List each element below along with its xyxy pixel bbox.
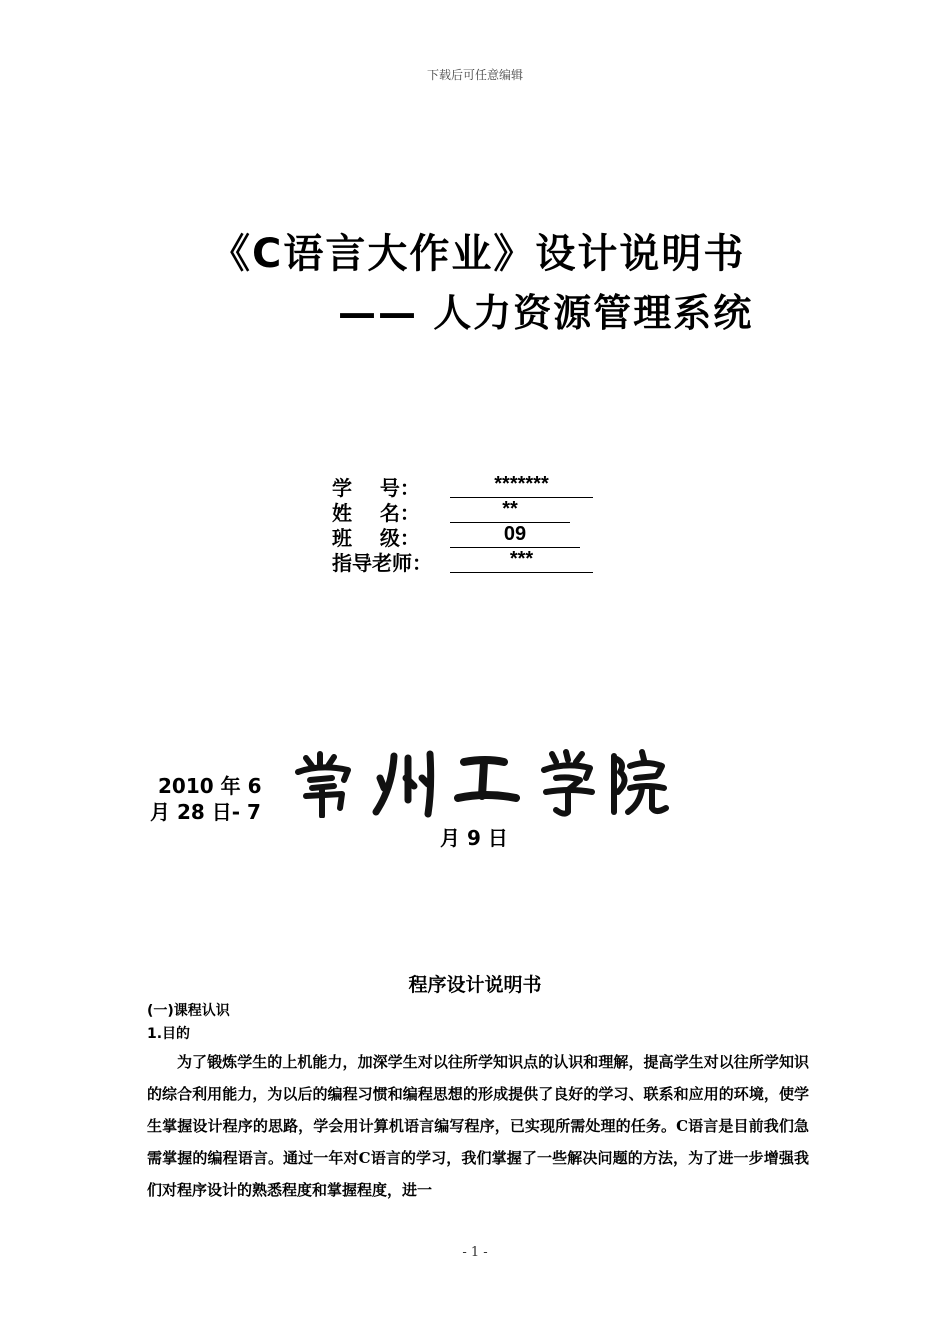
subsection-heading: 1.目的 [147, 1026, 191, 1042]
body-paragraph: 为了锻炼学生的上机能力，加深学生对以往所学知识点的认识和理解，提高学生对以往所学知识的综合利用能力，为以后的编程习惯和编程思想的形成提供了良好的学习、联系和应用的环境，使学生掌握设计程序的思路，学会用计算机语言编写程序，已实现所需处理的任务。C语言是目前我们急需掌握的编程语言。通过一年对C语言的学习，我们掌握了一些解决问题的方法，为了进一步增强我们对程序设计的熟悉程度和掌握程度，进一 [147, 1053, 809, 1199]
date-line-2: 月 28 日- 7 [150, 800, 261, 824]
logo-char-xue [544, 752, 592, 814]
advisor-value: *** [450, 547, 593, 573]
page-number: - 1 - [462, 1245, 488, 1260]
document-title: 程序设计说明书 [408, 974, 542, 996]
student-id-value: ******* [450, 472, 593, 498]
date-line-1: 2010 年 6 [158, 774, 262, 798]
name-label: 姓 名： [332, 501, 420, 525]
class-label: 班 级： [332, 526, 420, 550]
logo-char-gong [458, 760, 516, 798]
logo-char-chang [298, 754, 348, 816]
logo-char-zhou [376, 754, 431, 814]
class-value: 09 [450, 522, 580, 548]
name-value: ** [450, 497, 570, 523]
advisor-label: 指导老师： [332, 551, 432, 575]
section-heading: (一)课程认识 [147, 1003, 230, 1019]
date-line-3: 月 9 日 [440, 826, 508, 850]
header-note: 下载后可任意编辑 [426, 68, 523, 82]
cover-title-line1: 《C语言大作业》设计说明书 [210, 231, 746, 277]
logo-char-yuan [614, 752, 666, 812]
cover-title-line2: —— 人力资源管理系统 [338, 291, 754, 335]
student-id-label: 学 号： [332, 476, 420, 500]
school-logo [290, 748, 670, 818]
